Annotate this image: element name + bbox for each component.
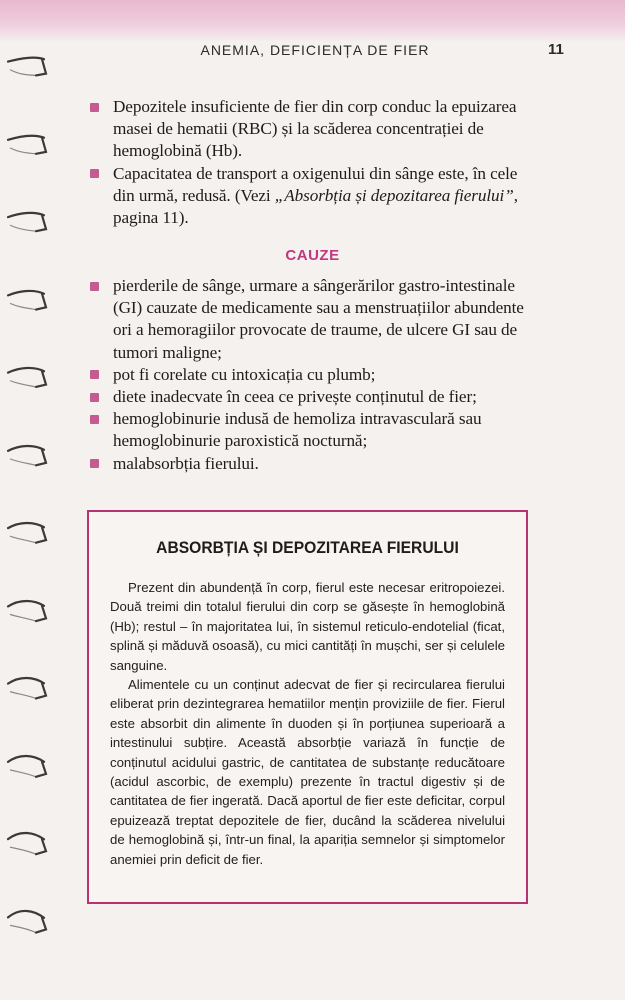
list-item [90,163,535,230]
cause-text: pot fi corelate cu intoxicația cu plumb; [113,364,376,384]
spiral-ring-icon [6,281,50,321]
top-color-band [0,0,625,42]
square-bullet-icon [90,393,99,402]
list-item [90,364,535,386]
spiral-ring-icon [6,358,50,398]
intro-bullet-text: Depozitele insuficiente de fier din corp conduc la epuizarea masei de hematii (RBC) și la scăderea concentrației de hemoglobină (Hb). [113,97,517,161]
spiral-ring-icon [6,591,50,631]
box-paragraph: Prezent din abundență în corp, fierul este necesar eritropoiezei. Două treimi din totalul fierului din corp se găsește în hemoglobină (Hb); restul – în majoritatea lui, în sistemul reticulo-endotelial (ficat, splină și măduvă osoasă), cu mici cantități în mușchi, ser și celulele sanguine. [110,580,505,673]
cause-text: malabsorbția fierului. [113,453,259,473]
page-number: 11 [548,41,564,58]
box-paragraph: Alimentele cu un conținut adecvat de fier și recircularea fierului eliberat prin dezintegrarea hematiilor mențin proviziile de fier. Fierul este absorbit din alimente în duoden și în porțiunea superioară a intestinului subțire. Această absorbție variază în funcție de conținutul acidului gastric, de cantitatea de substanțe reducătoare (acidul ascorbic, de exemplu) prezente în tractul digestiv și de cantitatea de fier ingerată. Dacă aportul de fier este deficitar, corpul epuizează treptat depozitele de fier, ducând la scăderea nivelului de hemoglobină și, într-un final, la apariția semnelor și simptomelor anemiei prin deficit de fier. [110,677,505,867]
running-head: ANEMIA, DEFICIENȚA DE FIER [200,42,430,58]
spiral-ring-icon [6,203,50,243]
box-body [110,578,505,869]
spiral-ring-icon [6,901,50,941]
sidebar-box [87,510,528,904]
cause-text: pierderile de sânge, urmare a sângerărilor gastro-intestinale (GI) cauzate de medicamente sau a menstruațiilor abundente ori a hemoragiilor provocate de traume, de ulcere GI sau de tumori maligne; [113,276,524,362]
spiral-ring-icon [6,746,50,786]
spiral-ring-icon [6,436,50,476]
cause-text: diete inadecvate în ceea ce privește conținutul de fier; [113,387,477,407]
square-bullet-icon [90,282,99,291]
intro-bullet-text-start: Capacitatea de transport a oxigenului din sânge este, în cele din urmă, redusă. (Vezi [113,163,518,205]
square-bullet-icon [90,169,99,178]
spiral-binding [0,40,56,1000]
intro-bullet-list [90,96,535,229]
cause-text: hemoglobinurie indusă de hemoliza intravasculară sau hemoglobinurie paroxistică nocturnă; [113,409,482,451]
list-item [90,408,535,452]
spiral-ring-icon [6,513,50,553]
causes-list [90,275,535,475]
square-bullet-icon [90,415,99,424]
spiral-ring-icon [6,48,50,88]
box-title: ABSORBȚIA ȘI DEPOZITAREA FIERULUI [156,538,459,557]
list-item [90,386,535,408]
spiral-ring-icon [6,668,50,708]
cross-reference: „Absorbția și depozitarea fierului” [274,185,514,205]
intro-bullet-text-end: , pagina 11). [113,185,518,228]
spiral-ring-icon [6,126,50,166]
spiral-ring-icon [6,823,50,863]
section-title-causes: CAUZE [285,247,340,264]
square-bullet-icon [90,103,99,112]
square-bullet-icon [90,459,99,468]
list-item [90,275,535,364]
list-item [90,96,535,163]
square-bullet-icon [90,370,99,379]
list-item [90,453,535,475]
